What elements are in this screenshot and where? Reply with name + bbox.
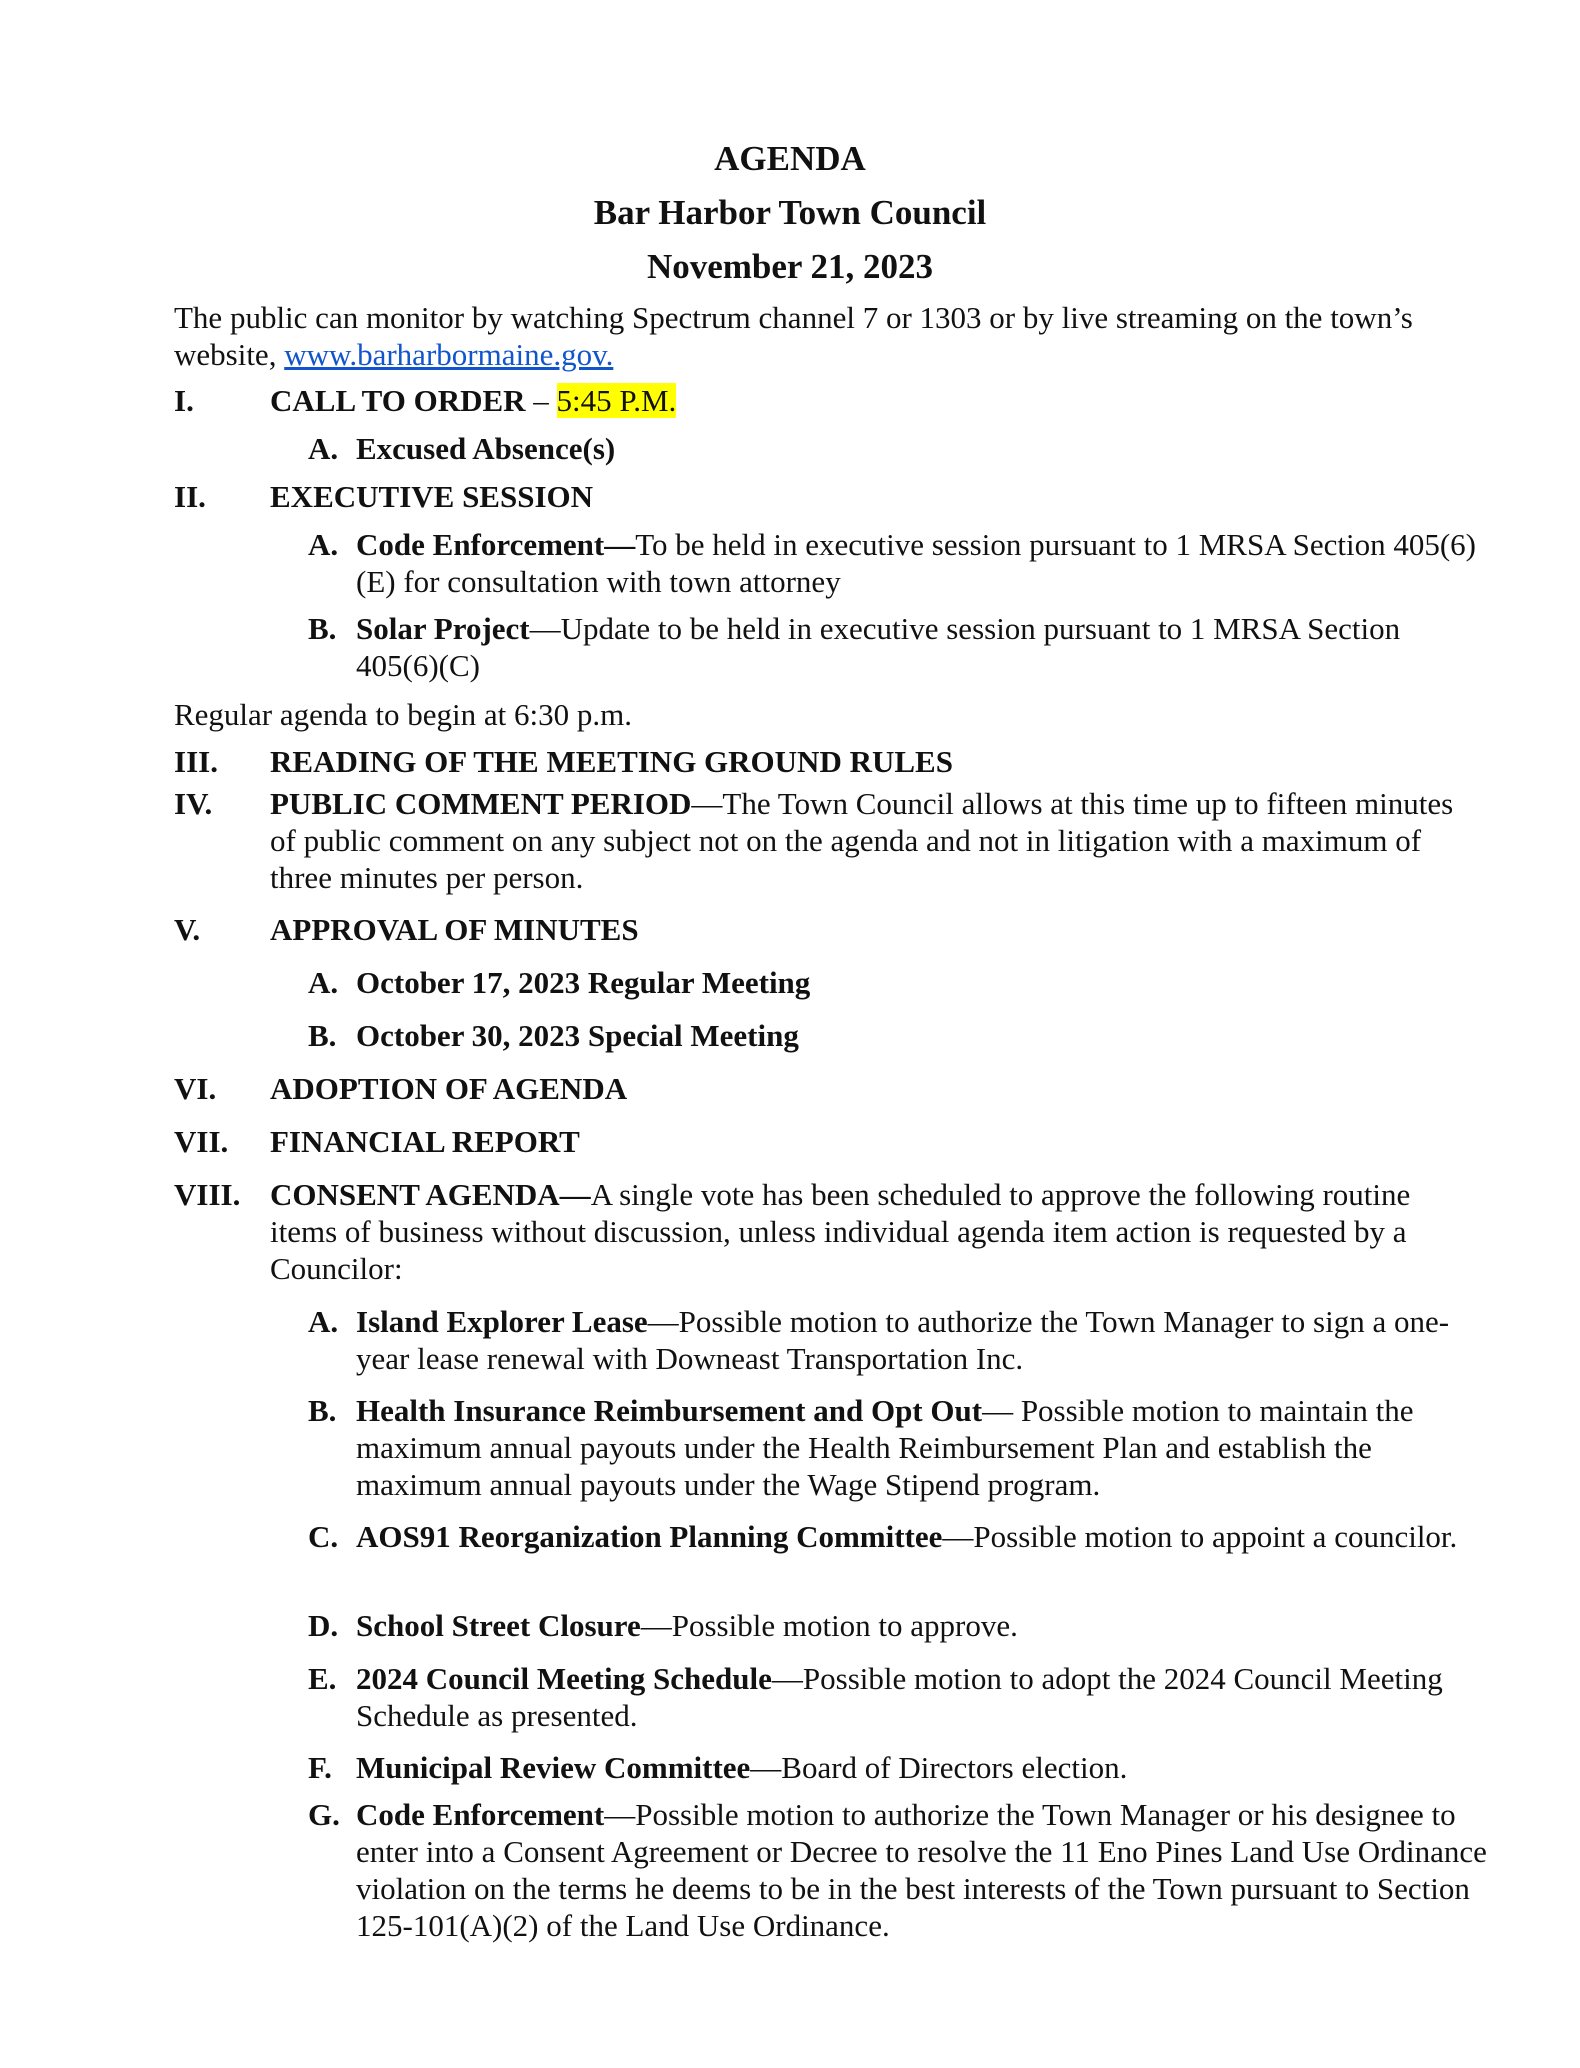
item-title: Municipal Review Committee xyxy=(356,1750,751,1785)
section-text: A single vote has been scheduled to approve the following routine items of business without discussion, unless individual agenda item action is requested by a Councilor: xyxy=(270,1177,1411,1286)
section-number: V. xyxy=(174,912,201,947)
section-number: VIII. xyxy=(174,1177,241,1212)
item-letter: B. xyxy=(308,1393,337,1428)
item-text: —Update to be held in executive session pursuant to 1 MRSA Section 405(6)(C) xyxy=(356,611,1401,683)
item-title: AOS91 Reorganization Planning Committee xyxy=(356,1519,943,1554)
section-title: EXECUTIVE SESSION xyxy=(270,479,594,514)
section-title: FINANCIAL REPORT xyxy=(270,1124,580,1159)
item-title: 2024 Council Meeting Schedule xyxy=(356,1661,772,1696)
section-number: III. xyxy=(174,744,218,779)
section-title: APPROVAL OF MINUTES xyxy=(270,912,639,947)
section-number: VII. xyxy=(174,1124,229,1159)
item-letter: D. xyxy=(308,1608,339,1643)
item-title: Health Insurance Reimbursement and Opt Out xyxy=(356,1393,983,1428)
item-letter: B. xyxy=(308,1018,337,1053)
item-text: —Possible motion to appoint a councilor. xyxy=(942,1519,1458,1554)
highlighted-time: 5:45 P.M. xyxy=(556,383,677,418)
item-text: — Possible motion to maintain the maximum annual payouts under the Health Reimbursement Plan and establish the maximum annual payouts under the Wage Stipend program. xyxy=(356,1393,1414,1502)
item-text: —Possible motion to adopt the 2024 Council Meeting Schedule as presented. xyxy=(356,1661,1443,1733)
section-title: CONSENT AGENDA— xyxy=(270,1177,591,1212)
item-text: —Board of Directors election. xyxy=(750,1750,1128,1785)
section-title: READING OF THE MEETING GROUND RULES xyxy=(270,744,953,779)
intro-paragraph xyxy=(174,299,1494,373)
section-number: IV. xyxy=(174,786,213,821)
item-title: October 30, 2023 Special Meeting xyxy=(356,1018,799,1053)
item-letter: A. xyxy=(308,527,339,562)
item-letter: A. xyxy=(308,431,339,466)
title-separator: – xyxy=(525,383,557,418)
item-title: October 17, 2023 Regular Meeting xyxy=(356,965,811,1000)
item-text: —Possible motion to authorize the Town Manager to sign a one-year lease renewal with Downeast Transportation Inc. xyxy=(356,1304,1450,1376)
item-title: Code Enforcement— xyxy=(356,527,636,562)
item-letter: A. xyxy=(308,1304,339,1339)
item-title: Solar Project xyxy=(356,611,530,646)
item-title: School Street Closure xyxy=(356,1608,641,1643)
section-text: —The Town Council allows at this time up to fifteen minutes of public comment on any subject not on the agenda and not in litigation with a maximum of three minutes per person. xyxy=(270,786,1454,895)
item-letter: F. xyxy=(308,1750,332,1785)
item-letter: B. xyxy=(308,611,337,646)
agenda-title: AGENDA xyxy=(714,139,866,178)
meeting-date: November 21, 2023 xyxy=(646,247,934,286)
item-letter: G. xyxy=(308,1797,340,1832)
section-number: I. xyxy=(174,383,194,418)
intro-text: The public can monitor by watching Spectrum channel 7 or 1303 or by live streaming on the town’s website, xyxy=(174,300,1413,372)
section-number: VI. xyxy=(174,1071,217,1106)
item-letter: C. xyxy=(308,1519,339,1554)
website-link[interactable]: www.barharbormaine.gov. xyxy=(284,337,614,372)
item-text: —Possible motion to authorize the Town Manager or his designee to enter into a Consent Agreement or Decree to resolve the 11 Eno Pines Land Use Ordinance violation on the terms he deems to be in the best interests of the Town pursuant to Section 125-101(A)(2) of the Land Use Ordinance. xyxy=(356,1797,1487,1943)
item-letter: A. xyxy=(308,965,339,1000)
item-text: To be held in executive session pursuant to 1 MRSA Section 405(6)(E) for consultation with town attorney xyxy=(356,527,1477,599)
section-title: CALL TO ORDER xyxy=(270,383,526,418)
council-name: Bar Harbor Town Council xyxy=(593,193,987,232)
item-letter: E. xyxy=(308,1661,337,1696)
regular-agenda-note: Regular agenda to begin at 6:30 p.m. xyxy=(174,697,632,732)
item-title: Excused Absence(s) xyxy=(356,431,616,466)
item-text: —Possible motion to approve. xyxy=(640,1608,1018,1643)
section-title: PUBLIC COMMENT PERIOD xyxy=(270,786,692,821)
section-title: ADOPTION OF AGENDA xyxy=(270,1071,628,1106)
item-title: Code Enforcement xyxy=(356,1797,605,1832)
section-number: II. xyxy=(174,479,206,514)
item-title: Island Explorer Lease xyxy=(356,1304,648,1339)
